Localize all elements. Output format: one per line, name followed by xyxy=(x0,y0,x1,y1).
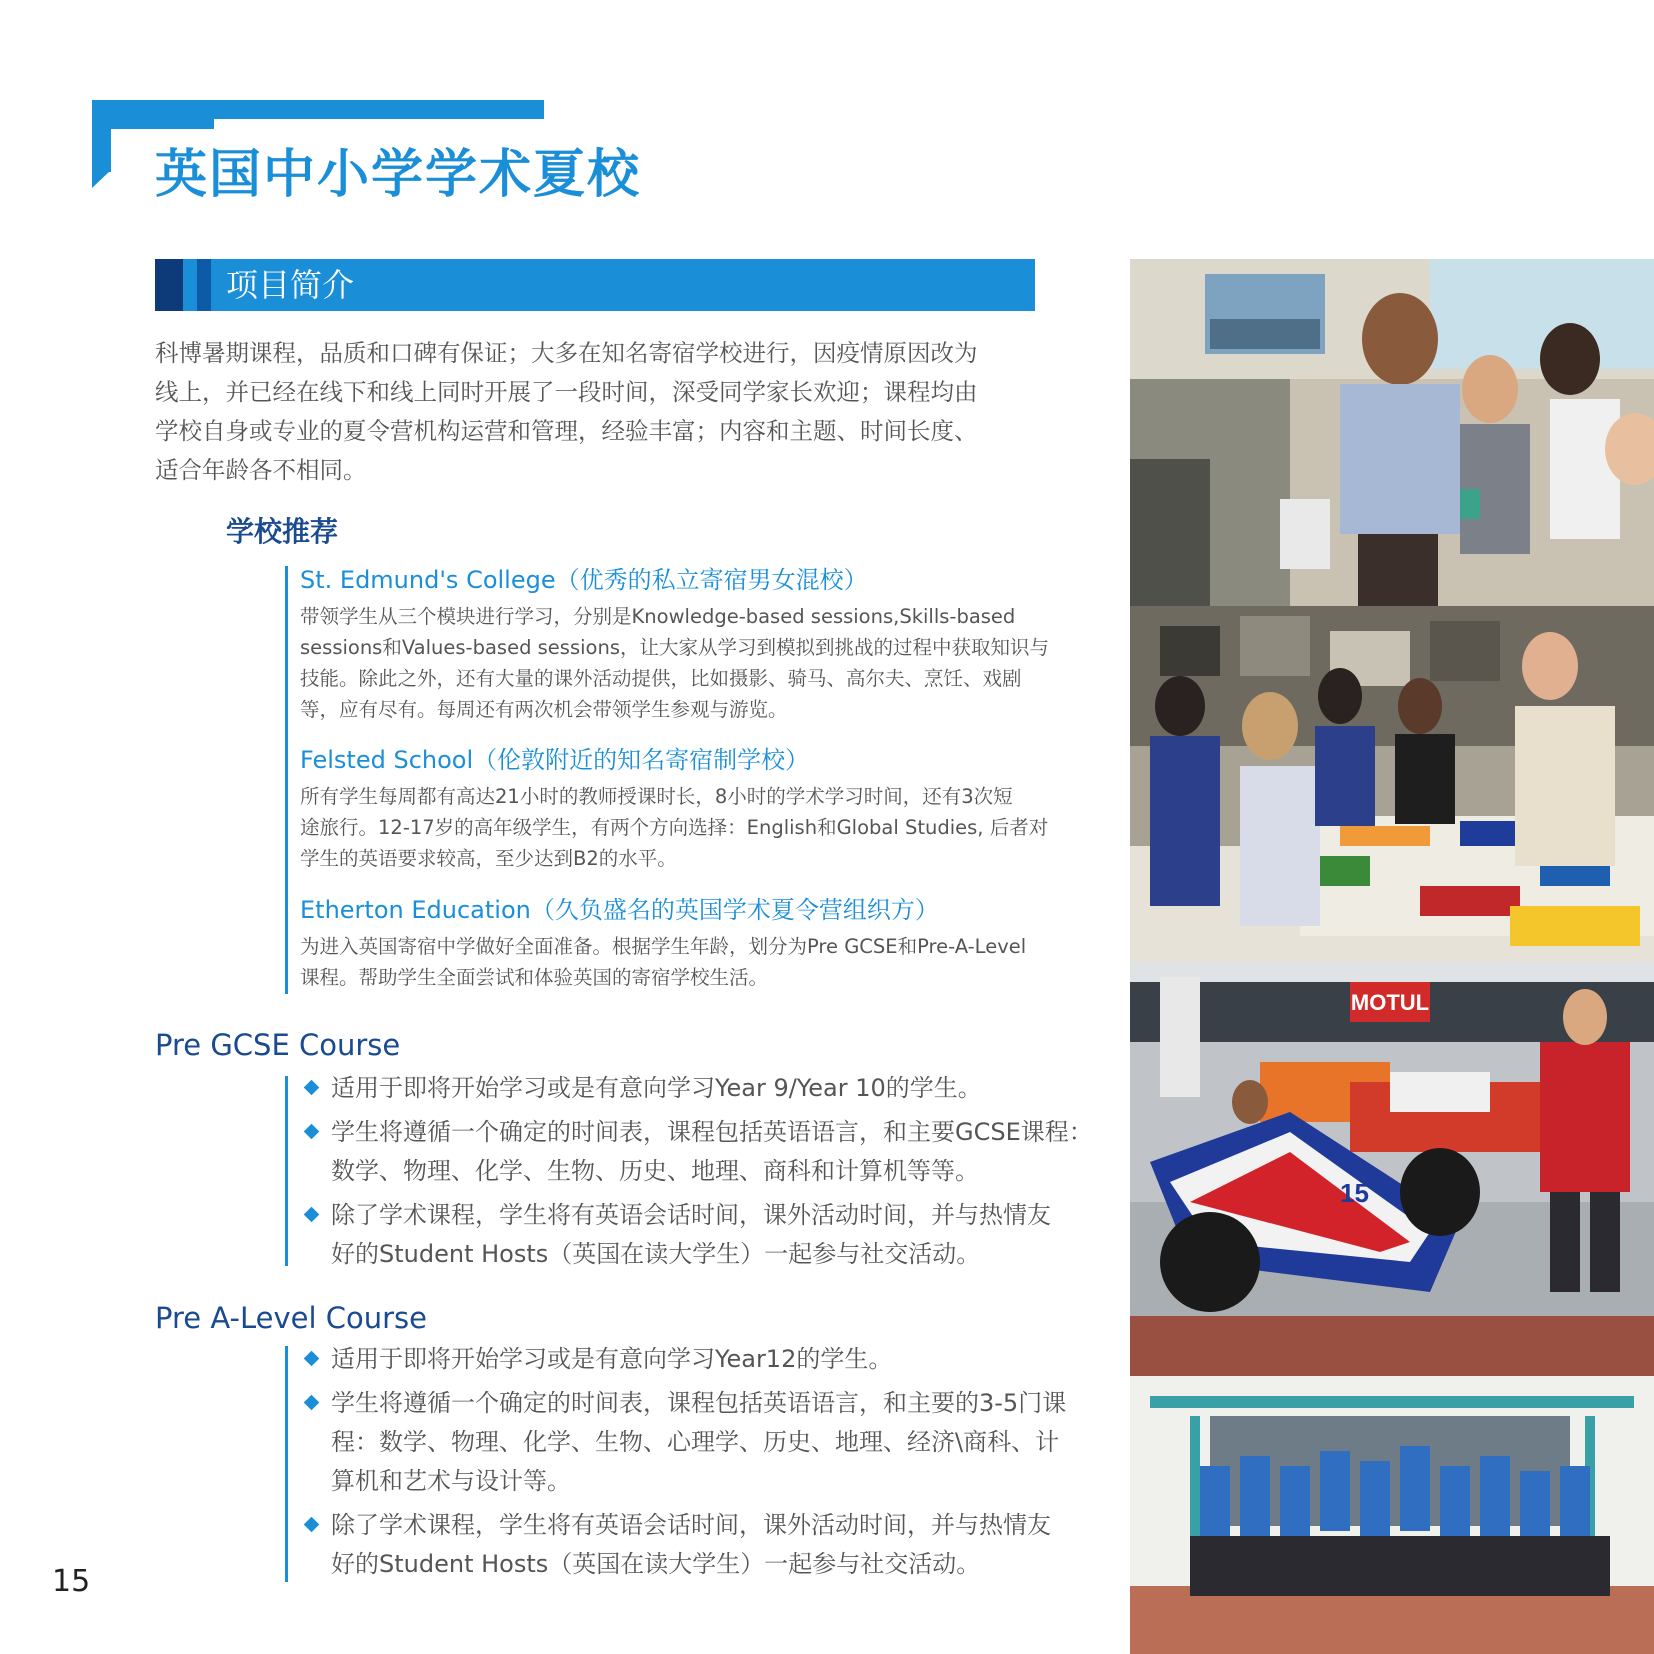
school-desc-etherton xyxy=(300,931,1026,993)
page-number: 15 xyxy=(52,1564,91,1599)
diamond-bullet-icon xyxy=(304,1124,320,1140)
schools-heading: 学校推荐 xyxy=(226,515,339,548)
photo-classroom xyxy=(1130,259,1654,606)
title-bracket-left xyxy=(92,100,111,172)
course-bullet xyxy=(331,1384,1066,1501)
course-bullet xyxy=(331,1113,1093,1191)
school-desc-line: 学生的英语要求较高，至少达到B2的水平。 xyxy=(300,847,677,870)
title-bracket-notch xyxy=(92,170,111,188)
school-desc-line: 为进入英国寄宿中学做好全面准备。根据学生年龄，划分为Pre GCSE和Pre-A-Level xyxy=(300,935,1027,958)
diamond-bullet-icon xyxy=(304,1207,320,1223)
diamond-bullet-icon xyxy=(304,1395,320,1411)
course-title-pre-gcse: Pre GCSE Course xyxy=(155,1028,401,1062)
course-bullet xyxy=(331,1506,1051,1584)
page-title: 英国中小学学术夏校 xyxy=(155,145,642,205)
banner-stripe-dark xyxy=(155,259,183,311)
photo-race-cars xyxy=(1130,962,1654,1316)
bullet-line: 学生将遵循一个确定的时间表，课程包括英语语言，和主要GCSE课程： xyxy=(331,1118,1093,1146)
bullet-line: 程：数学、物理、化学、生物、心理学、历史、地理、经济\商科、计 xyxy=(331,1428,1060,1456)
title-bracket-top xyxy=(92,100,544,119)
school-desc-felsted xyxy=(300,781,1048,874)
course-divider-line xyxy=(285,1076,288,1266)
school-title-etherton: Etherton Education（久负盛名的英国学术夏令营组织方） xyxy=(300,896,939,924)
photo-art-class xyxy=(1130,606,1654,962)
intro-line: 适合年龄各不相同。 xyxy=(155,456,367,484)
course-bullet xyxy=(331,1069,982,1108)
bullet-line: 数学、物理、化学、生物、历史、地理、商科和计算机等等。 xyxy=(331,1157,979,1185)
bullet-line: 除了学术课程，学生将有英语会话时间，课外活动时间，并与热情友 xyxy=(331,1201,1051,1229)
school-title-felsted: Felsted School（伦敦附近的知名寄宿制学校） xyxy=(300,746,810,774)
banner-label: 项目简介 xyxy=(226,266,355,304)
school-desc-line: sessions和Values-based sessions，让大家从学习到模拟到挑战的过程中获取知识与 xyxy=(300,636,1049,659)
diamond-bullet-icon xyxy=(304,1517,320,1533)
photo-group-jumping xyxy=(1130,1316,1654,1654)
bullet-line: 适用于即将开始学习或是有意向学习Year 9/Year 10的学生。 xyxy=(331,1074,982,1102)
school-desc-st-edmunds xyxy=(300,601,1049,725)
bullet-line: 好的Student Hosts（英国在读大学生）一起参与社交活动。 xyxy=(331,1550,981,1578)
school-desc-line: 等，应有尽有。每周还有两次机会带领学生参观与游览。 xyxy=(300,698,788,721)
course-title-pre-a-level: Pre A-Level Course xyxy=(155,1301,428,1335)
bullet-line: 好的Student Hosts（英国在读大学生）一起参与社交活动。 xyxy=(331,1240,981,1268)
intro-line: 线上，并已经在线下和线上同时开展了一段时间，深受同学家长欢迎；课程均由 xyxy=(155,378,978,406)
course-divider-line xyxy=(285,1346,288,1582)
school-desc-line: 途旅行。12-17岁的高年级学生，有两个方向选择：English和Global Studies, 后者对 xyxy=(300,816,1049,839)
car-number: 15 xyxy=(1340,1178,1369,1208)
banner-stripe-light xyxy=(183,259,197,311)
bullet-line: 学生将遵循一个确定的时间表，课程包括英语语言，和主要的3-5门课 xyxy=(331,1389,1067,1417)
school-desc-line: 课程。帮助学生全面尝试和体验英国的寄宿学校生活。 xyxy=(300,966,769,989)
motul-sign: MOTUL xyxy=(1350,990,1430,1015)
school-desc-line: 技能。除此之外，还有大量的课外活动提供，比如摄影、骑马、高尔夫、烹饪、戏剧 xyxy=(300,667,1022,690)
bullet-line: 算机和艺术与设计等。 xyxy=(331,1467,571,1495)
diamond-bullet-icon xyxy=(304,1080,320,1096)
school-desc-line: 带领学生从三个模块进行学习，分别是Knowledge-based sessions,Skills-based xyxy=(300,605,1016,628)
bullet-line: 适用于即将开始学习或是有意向学习Year12的学生。 xyxy=(331,1345,893,1373)
schools-divider-line xyxy=(285,566,288,994)
title-bracket-inner xyxy=(111,119,214,129)
course-bullet xyxy=(331,1196,1051,1274)
diamond-bullet-icon xyxy=(304,1351,320,1367)
course-bullet xyxy=(331,1340,892,1379)
school-title-st-edmunds: St. Edmund's College（优秀的私立寄宿男女混校） xyxy=(300,566,868,594)
intro-line: 科博暑期课程，品质和口碑有保证；大多在知名寄宿学校进行，因疫情原因改为 xyxy=(155,339,978,367)
banner-stripe-mid xyxy=(197,259,211,311)
intro-paragraph xyxy=(155,334,1035,490)
intro-line: 学校自身或专业的夏令营机构运营和管理，经验丰富；内容和主题、时间长度、 xyxy=(155,417,978,445)
bullet-line: 除了学术课程，学生将有英语会话时间，课外活动时间，并与热情友 xyxy=(331,1511,1051,1539)
school-desc-line: 所有学生每周都有高达21小时的教师授课时长，8小时的学术学习时间，还有3次短 xyxy=(300,785,1013,808)
